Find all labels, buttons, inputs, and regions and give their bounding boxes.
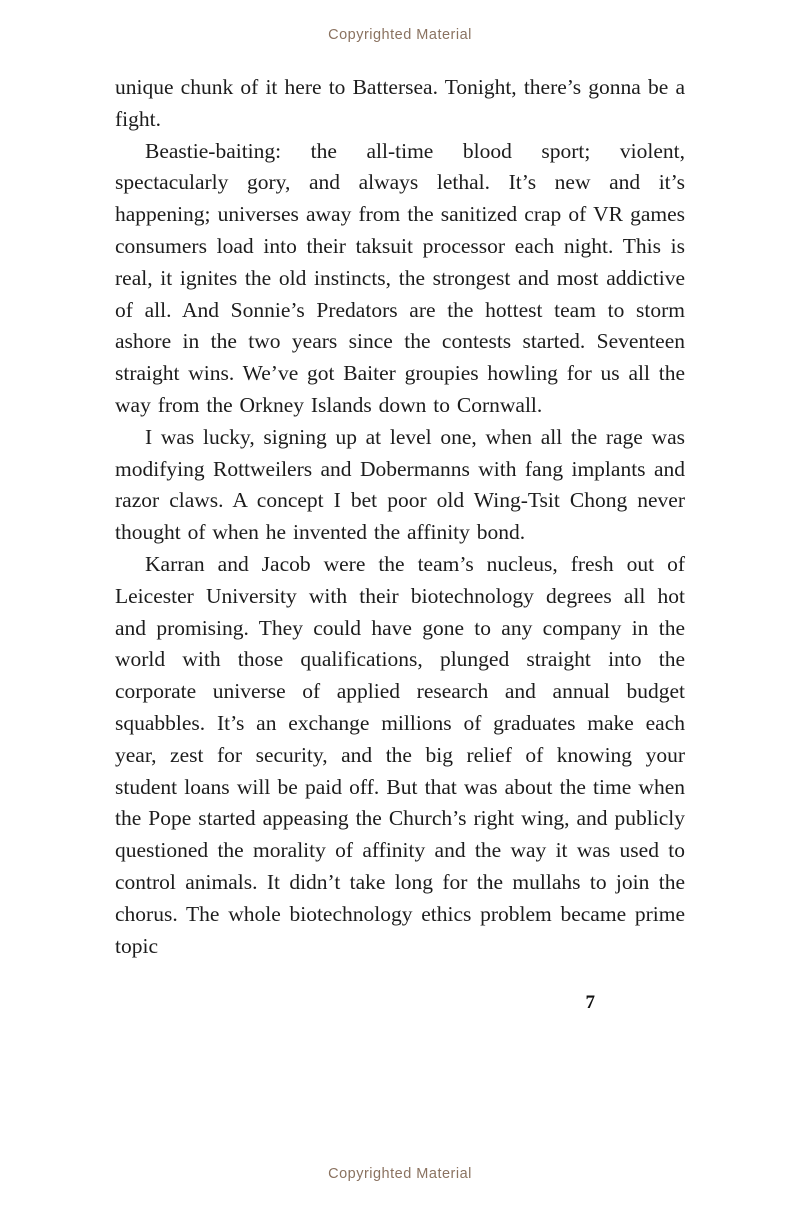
copyright-notice-top: Copyrighted Material — [328, 27, 472, 43]
page-text-block — [115, 72, 685, 1014]
copyright-notice-bottom: Copyrighted Material — [328, 1166, 472, 1182]
body-paragraph: Karran and Jacob were the team’s nucleus, fresh out of Leicester University with their biotechnology degrees all hot and promising. They could have gone to any company in the world with those qualifications, plunged straight into the corporate universe of applied research and annual budget squabbles. It’s an exchange millions of graduates make each year, zest for security, and the big relief of knowing your student loans will be paid off. But that was about the time when the Pope started appeasing the Church’s right wing, and publicly questioned the morality of affinity and the way it was used to control animals. It didn’t take long for the mullahs to join the chorus. The whole biotechnology ethics problem became prime topic — [115, 551, 685, 958]
page-number: 7 — [585, 992, 595, 1014]
body-paragraph: I was lucky, signing up at level one, when all the rage was modifying Rottweilers and Dobermanns with fang implants and razor claws. A concept I bet poor old Wing-Tsit Chong never thought of when he invented the affinity bond. — [115, 424, 685, 545]
body-paragraph: unique chunk of it here to Battersea. Tonight, there’s gonna be a fight. — [115, 75, 685, 131]
body-paragraph: Beastie-baiting: the all-time blood sport; violent, spectacularly gory, and always lethal. It’s new and it’s happening; universes away from the sanitized crap of VR games consumers load into their taksuit processor each night. This is real, it ignites the old instincts, the strongest and most addictive of all. And Sonnie’s Predators are the hottest team to storm ashore in the two years since the contests started. Seventeen straight wins. We’ve got Baiter groupies howling for us all the way from the Orkney Islands down to Cornwall. — [115, 138, 685, 417]
